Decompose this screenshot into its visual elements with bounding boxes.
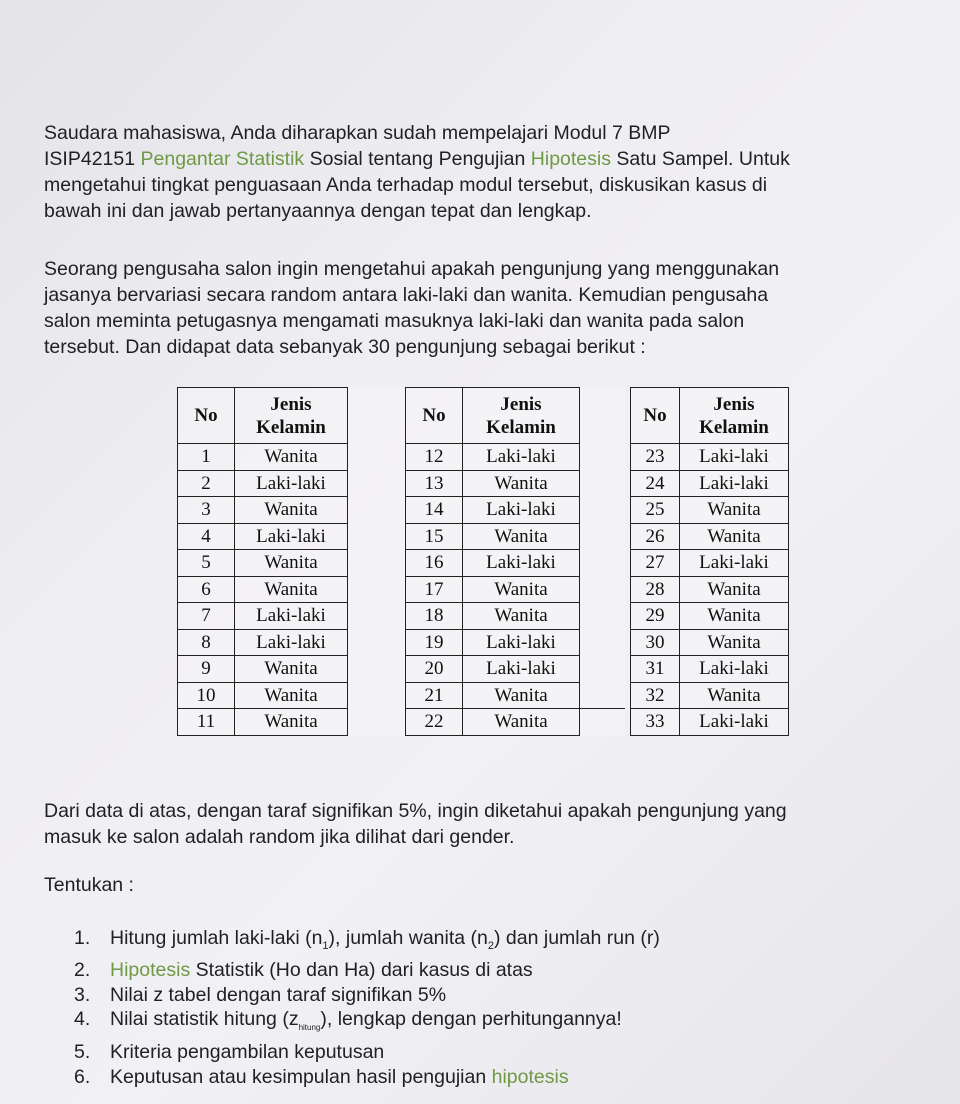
table-row — [406, 576, 626, 603]
cell-gender: Laki-laki — [463, 656, 580, 683]
cell-gender: Wanita — [680, 576, 789, 603]
header-gender: Jenis Kelamin — [680, 388, 789, 444]
highlight-term: Hipotesis — [530, 148, 611, 170]
cell-no: 26 — [631, 523, 680, 550]
table-row — [631, 523, 789, 550]
cell-no: 4 — [178, 523, 235, 550]
cell-gender: Laki-laki — [680, 550, 789, 577]
list-item — [74, 983, 874, 1007]
highlight-term: hipotesis — [491, 1065, 569, 1088]
cell-no: 3 — [178, 497, 235, 524]
case-line: jasanya bervariasi secara random antara laki-laki dan wanita. Kemudian pengusaha — [44, 284, 769, 306]
cell-gender: Wanita — [235, 576, 348, 603]
item-text: Hitung jumlah laki-laki $(n_1)$, jumlah wanita $(n_2)$ dan jumlah run (r) — [110, 927, 660, 952]
item-number: 6. — [74, 1065, 91, 1088]
table-row — [178, 576, 405, 603]
table-row — [406, 629, 626, 656]
cell-gender: Wanita — [463, 682, 580, 709]
header-gender: Jenis Kelamin — [235, 388, 348, 444]
table-row — [178, 523, 405, 550]
table-row — [406, 497, 626, 524]
cell-no: 16 — [406, 550, 463, 577]
cell-no: 18 — [406, 603, 463, 630]
cell-no: 6 — [178, 576, 235, 603]
cell-gender: Laki-laki — [235, 629, 348, 656]
table-row — [406, 603, 626, 630]
table-row — [631, 444, 789, 471]
table-row — [631, 629, 789, 656]
case-line: tersebut. Dan didapat data sebanyak 30 pengunjung sebagai berikut : — [44, 336, 646, 358]
data-table-3 — [630, 387, 789, 736]
case-paragraph — [44, 256, 924, 360]
list-item — [74, 1040, 874, 1064]
header-no: No — [178, 388, 235, 444]
table-row — [406, 709, 626, 736]
cell-no: 14 — [406, 497, 463, 524]
header-no: No — [406, 388, 463, 444]
item-number: 1. — [74, 927, 91, 949]
cell-no: 10 — [178, 682, 235, 709]
cell-gender: Laki-laki — [680, 709, 789, 736]
cell-gender: Wanita — [463, 603, 580, 630]
table-row — [406, 656, 626, 683]
cell-no: 25 — [631, 497, 680, 524]
cell-no: 5 — [178, 550, 235, 577]
cell-gender: Laki-laki — [680, 656, 789, 683]
cell-no: 13 — [406, 470, 463, 497]
cell-gender: Wanita — [235, 682, 348, 709]
cell-gender: Laki-laki — [463, 444, 580, 471]
case-line: salon meminta petugasnya mengamati masuknya laki-laki dan wanita pada salon — [44, 310, 745, 332]
table-row — [406, 444, 626, 471]
table-row — [178, 603, 405, 630]
cell-gender: Wanita — [235, 709, 348, 736]
intro-line: bawah ini dan jawab pertanyaannya dengan tepat dan lengkap. — [44, 200, 592, 222]
table-row — [178, 550, 405, 577]
table-row — [178, 629, 405, 656]
intro-text: ISIP42151 — [44, 148, 141, 170]
table-row — [406, 682, 626, 709]
item-number: 4. — [74, 1008, 91, 1031]
cell-no: 9 — [178, 656, 235, 683]
spacer — [580, 388, 626, 444]
cell-gender: Wanita — [463, 709, 580, 736]
intro-text: Sosial tentang Pengujian — [304, 148, 531, 170]
header-gender: Jenis Kelamin — [463, 388, 580, 444]
cell-no: 31 — [631, 656, 680, 683]
cell-gender: Wanita — [463, 523, 580, 550]
cell-gender: Wanita — [235, 444, 348, 471]
cell-no: 30 — [631, 629, 680, 656]
item-number: 3. — [74, 983, 91, 1006]
cell-gender: Laki-laki — [463, 629, 580, 656]
cell-no: 33 — [631, 709, 680, 736]
cell-no: 19 — [406, 629, 463, 656]
cell-no: 2 — [178, 470, 235, 497]
list-item — [74, 1007, 874, 1040]
question-line: Dari data di atas, dengan taraf signifikan 5%, ingin diketahui apakah pengunjung yang — [44, 800, 787, 822]
cell-gender: Wanita — [235, 656, 348, 683]
cell-gender: Laki-laki — [235, 523, 348, 550]
cell-gender: Wanita — [680, 603, 789, 630]
cell-gender: Laki-laki — [680, 444, 789, 471]
item-text: Kriteria pengambilan keputusan — [110, 1041, 385, 1064]
cell-no: 7 — [178, 603, 235, 630]
cell-no: 8 — [178, 629, 235, 656]
cell-gender: Wanita — [463, 470, 580, 497]
intro-line — [44, 146, 924, 172]
cell-gender: Laki-laki — [463, 550, 580, 577]
item-number: 5. — [74, 1041, 91, 1064]
cell-gender: Laki-laki — [680, 470, 789, 497]
item-number: 2. — [74, 959, 91, 982]
intro-line: mengetahui tingkat penguasaan Anda terhadap modul tersebut, diskusikan kasus di — [44, 174, 768, 196]
cell-no: 21 — [406, 682, 463, 709]
item-text: Nilai z tabel dengan taraf signifikan 5% — [110, 983, 447, 1006]
table-row — [631, 603, 789, 630]
cell-no: 17 — [406, 576, 463, 603]
cell-gender: Wanita — [680, 629, 789, 656]
table-row — [178, 444, 405, 471]
cell-no: 27 — [631, 550, 680, 577]
cell-no: 20 — [406, 656, 463, 683]
question-line: masuk ke salon adalah random jika dilihat dari gender. — [44, 826, 515, 848]
table-row — [406, 550, 626, 577]
table-row — [406, 523, 626, 550]
table-row — [631, 497, 789, 524]
cell-gender: Wanita — [235, 550, 348, 577]
cell-no: 15 — [406, 523, 463, 550]
table-row — [178, 709, 405, 736]
table-row — [178, 656, 405, 683]
cell-gender: Wanita — [680, 523, 789, 550]
cell-no: 24 — [631, 470, 680, 497]
highlight-term: Hipotesis — [110, 959, 191, 982]
cell-no: 22 — [406, 709, 463, 736]
table-row — [178, 497, 405, 524]
table-row — [631, 682, 789, 709]
question-paragraph — [44, 798, 924, 850]
item-text: Hipotesis Statistik (Ho dan Ha) dari kasus di atas — [110, 959, 533, 982]
table-row — [631, 550, 789, 577]
item-text: Nilai statistik hitung $(z_{hitung})$, lengkap dengan perhitungannya! — [110, 1008, 622, 1032]
intro-line: Saudara mahasiswa, Anda diharapkan sudah mempelajari Modul 7 BMP — [44, 122, 671, 144]
cell-gender: Wanita — [235, 497, 348, 524]
spacer — [348, 388, 405, 444]
list-item — [74, 926, 874, 958]
cell-no: 12 — [406, 444, 463, 471]
table-row — [631, 656, 789, 683]
cell-no: 32 — [631, 682, 680, 709]
tentukan-heading: Tentukan : — [44, 874, 134, 896]
list-item — [74, 1065, 874, 1089]
intro-paragraph — [44, 120, 924, 224]
data-table-2 — [405, 387, 625, 736]
cell-gender: Wanita — [463, 576, 580, 603]
table-row — [178, 470, 405, 497]
highlight-term: Pengantar Statistik — [140, 148, 305, 170]
cell-gender: Wanita — [680, 682, 789, 709]
item-text: Keputusan atau kesimpulan hasil pengujian hipotesis — [110, 1065, 569, 1088]
table-row — [631, 470, 789, 497]
case-line: Seorang pengusaha salon ingin mengetahui apakah pengunjung yang menggunakan — [44, 258, 780, 280]
task-list — [74, 926, 874, 1089]
cell-gender: Wanita — [680, 497, 789, 524]
cell-gender: Laki-laki — [235, 603, 348, 630]
cell-no: 29 — [631, 603, 680, 630]
cell-no: 1 — [178, 444, 235, 471]
header-no: No — [631, 388, 680, 444]
cell-no: 28 — [631, 576, 680, 603]
cell-no: 11 — [178, 709, 235, 736]
data-table-1 — [177, 387, 405, 736]
table-row — [631, 576, 789, 603]
intro-text: Satu Sampel. Untuk — [610, 148, 790, 170]
cell-gender: Laki-laki — [463, 497, 580, 524]
cell-no: 23 — [631, 444, 680, 471]
table-row — [178, 682, 405, 709]
table-row — [631, 709, 789, 736]
list-item — [74, 958, 874, 982]
cell-gender: Laki-laki — [235, 470, 348, 497]
table-row — [406, 470, 626, 497]
